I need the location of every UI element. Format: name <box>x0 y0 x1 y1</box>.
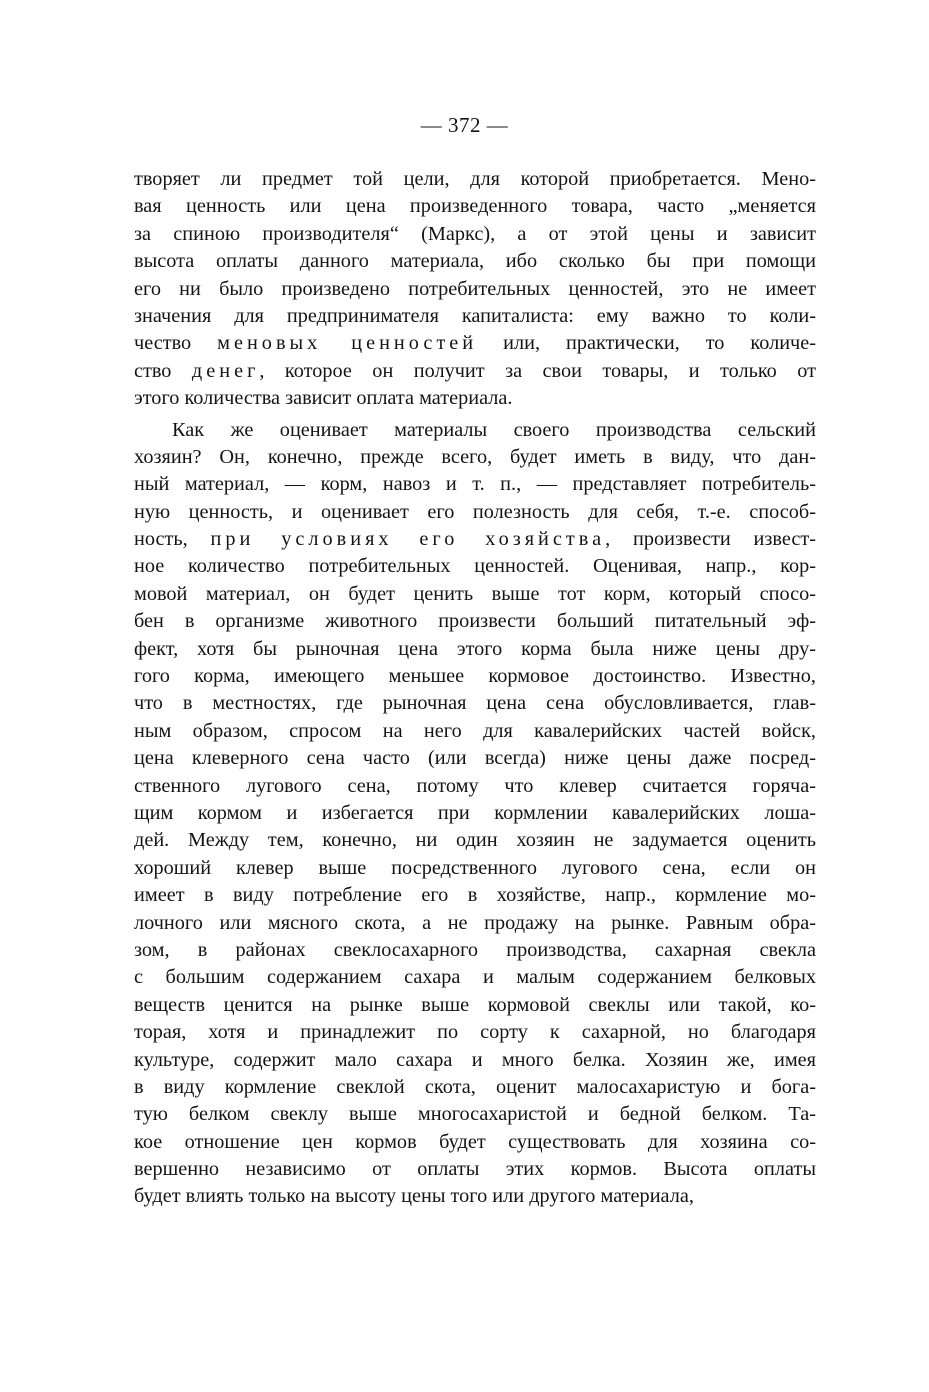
spaced-emphasis: при условиях его хозяйства <box>210 528 606 551</box>
text-line: ный материал, — корм, навоз и т. п., — представляет потребитель- <box>134 473 816 496</box>
text-line: щим кормом и избегается при кормлении кавалерийских лоша- <box>134 801 816 824</box>
text-line: мовой материал, он будет ценить выше тот корм, который спосо- <box>134 582 816 605</box>
spaced-emphasis: меновых ценностей <box>217 332 478 355</box>
text-line: ным образом, спросом на него для кавалерийских частей войск, <box>134 719 816 742</box>
text-segment: ство <box>134 359 192 382</box>
paragraph <box>134 417 816 1211</box>
text-line: хозяин? Он, конечно, прежде всего, будет иметь в виду, что дан- <box>134 445 816 468</box>
text-segment: чество <box>134 332 218 355</box>
text-line: дей. Между тем, конечно, ни один хозяин не задумается оценить <box>134 829 816 852</box>
text-line: бен в организме животного произвести больший питательный эф- <box>134 610 816 633</box>
text-segment: или, практически, то количе- <box>477 332 816 355</box>
text-line: творяет ли предмет той цели, для которой приобретается. Мено- <box>134 168 816 190</box>
text-line: значения для предпринимателя капиталиста: ему важно то коли- <box>134 304 816 327</box>
text-line: ное количество потребительных ценностей. Оценивая, напр., кор- <box>134 555 816 578</box>
text-line: за спиною производителя“ (Маркс), а от этой цены и зависит <box>134 222 816 245</box>
text-line <box>134 330 816 357</box>
text-line: в виду кормление свеклой скота, оценит малосахаристую и бога- <box>134 1075 816 1098</box>
text-line: лочного или мясного скота, а не продажу на рынке. Равным обра- <box>134 911 816 934</box>
paragraph <box>134 166 816 413</box>
text-line: этого количества зависит оплата материала. <box>134 387 513 410</box>
text-line: ную ценность, и оценивает его полезность для себя, т.-е. способ- <box>134 500 816 523</box>
text-line: имеет в виду потребление его в хозяйстве, напр., кормление мо- <box>134 884 816 907</box>
text-line <box>134 358 816 385</box>
text-line: Как же оценивает материалы своего производства сельский <box>172 418 816 441</box>
text-line: торая, хотя и принадлежит по сорту к сахарной, но благодаря <box>134 1021 816 1044</box>
text-segment: ность, <box>134 528 211 551</box>
text-line: культуре, содержит мало сахара и много белка. Хозяин же, имея <box>134 1048 816 1071</box>
text-line: фект, хотя бы рыночная цена этого корма была ниже цены дру- <box>134 637 816 660</box>
text-line: цена клеверного сена часто (или всегда) ниже цены даже посред- <box>134 747 816 770</box>
text-line: вая ценность или цена произведенного товара, часто „меняется <box>134 195 816 218</box>
text-line: кое отношение цен кормов будет существовать для хозяина со- <box>134 1130 816 1153</box>
text-line: с большим содержанием сахара и малым содержанием белковых <box>134 966 816 989</box>
text-line: вершенно независимо от оплаты этих кормов. Высота оплаты <box>134 1158 816 1181</box>
body-text <box>134 166 816 1211</box>
text-line: гого корма, имеющего меньшее кормовое достоинство. Известно, <box>134 665 816 688</box>
text-line: что в местностях, где рыночная цена сена обусловливается, глав- <box>134 692 816 715</box>
text-segment: , произвести извест- <box>605 528 816 551</box>
page-number: — 372 — <box>420 113 509 137</box>
text-line: ственного лугового сена, потому что клевер считается горяча- <box>134 774 816 797</box>
text-line: высота оплаты данного материала, ибо сколько бы при помощи <box>134 250 816 273</box>
text-segment: , которое он получит за свои товары, и только от <box>259 359 816 382</box>
spaced-emphasis: денег <box>191 359 260 382</box>
text-line: веществ ценится на рынке выше кормовой свеклы или такой, ко- <box>134 993 816 1016</box>
text-line: тую белком свеклу выше многосахаристой и бедной белком. Та- <box>134 1103 816 1126</box>
text-line: его ни было произведено потребительных ценностей, это не имеет <box>134 277 816 300</box>
text-line <box>134 526 816 553</box>
text-line: будет влиять только на высоту цены того или другого материала, <box>134 1185 694 1208</box>
text-line: хороший клевер выше посредственного лугового сена, если он <box>134 856 816 879</box>
text-line: зом, в районах свеклосахарного производства, сахарная свекла <box>134 938 816 961</box>
